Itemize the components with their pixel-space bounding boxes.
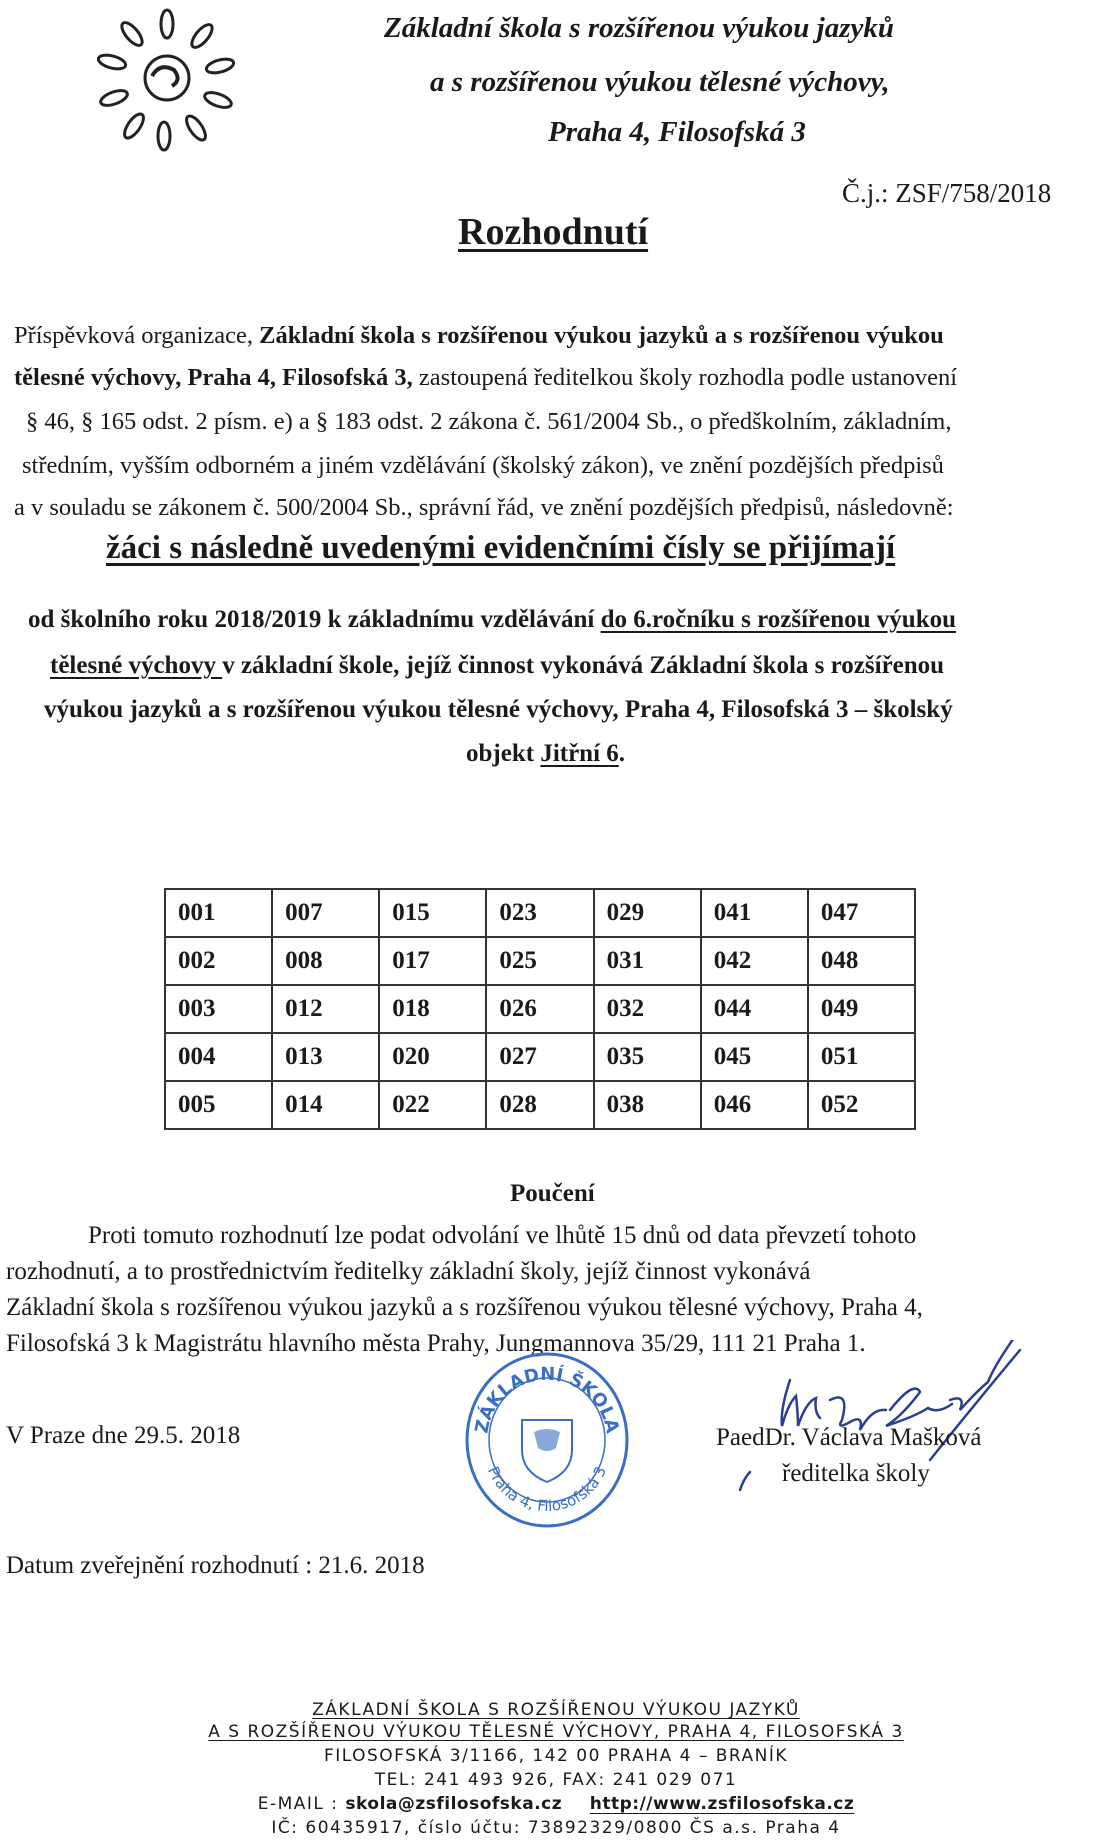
email-link[interactable]: skola@zsfilosofska.cz (345, 1794, 563, 1814)
table-cell: 004 (165, 1033, 272, 1081)
admission-text: . (618, 740, 626, 767)
table-cell: 027 (486, 1033, 593, 1081)
instruction-line-4: Filosofská 3 k Magistrátu hlavního města Prahy, Jungmannova 35/29, 111 21 Praha 1. (6, 1330, 866, 1357)
place-and-date: V Praze dne 29.5. 2018 (6, 1422, 241, 1449)
table-cell: 031 (594, 937, 701, 985)
admission-text: od školního roku 2018/2019 k základnímu vzdělávání (28, 606, 601, 633)
table-cell: 038 (594, 1081, 701, 1129)
paragraph-text: zastoupená ředitelkou školy rozhodla podle ustanovení (412, 364, 958, 391)
table-row (165, 937, 915, 985)
website-link[interactable]: http://www.zsfilosofska.cz (589, 1794, 855, 1814)
table-row (165, 889, 915, 937)
table-cell: 003 (165, 985, 272, 1033)
paragraph-line-2 (14, 364, 1104, 392)
table-cell: 022 (379, 1081, 486, 1129)
admission-text: objekt (466, 740, 541, 767)
footer-bank-info: IČ: 60435917, číslo účtu: 73892329/0800 ČS a.s. Praha 4 (271, 1818, 841, 1838)
table-row (165, 985, 915, 1033)
table-cell: 012 (272, 985, 379, 1033)
table-cell: 046 (701, 1081, 808, 1129)
school-name-inline: Základní škola s rozšířenou výukou jazyků a s rozšířenou výukou (259, 322, 944, 349)
table-cell: 032 (594, 985, 701, 1033)
school-address-line: Praha 4, Filosofská 3 (548, 116, 806, 148)
grade-description: tělesné výchovy (50, 652, 223, 679)
admission-line-1 (28, 606, 956, 634)
table-cell: 044 (701, 985, 808, 1033)
document-title: Rozhodnutí (458, 211, 649, 253)
signatory-name: PaedDr. Václava Mašková (716, 1424, 982, 1451)
table-cell: 052 (808, 1081, 915, 1129)
table-cell: 017 (379, 937, 486, 985)
table-cell: 041 (701, 889, 808, 937)
table-cell: 023 (486, 889, 593, 937)
table-cell: 042 (701, 937, 808, 985)
reference-number: Č.j.: ZSF/758/2018 (842, 178, 1052, 208)
table-cell: 029 (594, 889, 701, 937)
table-cell: 002 (165, 937, 272, 985)
table-cell: 051 (808, 1033, 915, 1081)
admission-line-3: výukou jazyků a s rozšířenou výukou tělesné výchovy, Praha 4, Filosofská 3 – školský (44, 696, 953, 723)
school-name-inline: tělesné výchovy, Praha 4, Filosofská 3, (14, 364, 413, 391)
table-cell: 047 (808, 889, 915, 937)
footer-phone: TEL: 241 493 926, FAX: 241 029 071 (374, 1770, 738, 1790)
footer-contacts (0, 1794, 1112, 1814)
table-cell: 028 (486, 1081, 593, 1129)
paragraph-line-4: středním, vyšším odborném a jiném vzdělávání (školský zákon), ve znění pozdějších předpisů (22, 452, 944, 479)
decision-statement: žáci s následně uvedenými evidenčními čísly se přijímají (106, 530, 896, 566)
table-cell: 001 (165, 889, 272, 937)
instruction-line-2: rozhodnutí, a to prostřednictvím ředitelky základní školy, jejíž činnost vykonává (6, 1258, 811, 1285)
table-row (165, 1081, 915, 1129)
table-cell: 025 (486, 937, 593, 985)
admitted-numbers-table (164, 888, 916, 1130)
email-label: E-MAIL : (257, 1794, 346, 1814)
table-cell: 007 (272, 889, 379, 937)
table-row (165, 1033, 915, 1081)
instruction-line-3: Základní škola s rozšířenou výukou jazyků a s rozšířenou výukou tělesné výchovy, Praha 4, (6, 1294, 923, 1321)
publication-date: Datum zveřejnění rozhodnutí : 21.6. 2018 (6, 1552, 425, 1579)
table-cell: 015 (379, 889, 486, 937)
table-cell: 008 (272, 937, 379, 985)
footer-address: FILOSOFSKÁ 3/1166, 142 00 PRAHA 4 – BRANÍK (323, 1746, 789, 1766)
grade-description: do 6.ročníku s rozšířenou výukou (600, 606, 957, 633)
table-cell: 020 (379, 1033, 486, 1081)
admission-line-2 (50, 652, 944, 680)
school-name-line-1: Základní škola s rozšířenou výukou jazyků (384, 12, 895, 44)
table-cell: 005 (165, 1081, 272, 1129)
svg-text:Praha 4, Filosofská 3 (484, 1464, 610, 1515)
table-cell: 035 (594, 1033, 701, 1081)
table-cell: 048 (808, 937, 915, 985)
footer-school-name: ZÁKLADNÍ ŠKOLA S ROZŠÍŘENOU VÝUKOU JAZYKŮ (312, 1700, 800, 1720)
sun-logo-icon (92, 4, 242, 152)
school-name-line-2: a s rozšířenou výukou tělesné výchovy, (430, 66, 890, 98)
paragraph-line-1 (14, 322, 1104, 350)
building-name: Jitřní 6 (540, 740, 619, 767)
table-cell: 026 (486, 985, 593, 1033)
table-cell: 045 (701, 1033, 808, 1081)
stamp-bottom-text: Praha 4, Filosofská 3 (483, 1463, 611, 1516)
paragraph-text: Příspěvková organizace, (14, 322, 260, 349)
table-cell: 014 (272, 1081, 379, 1129)
paragraph-line-3: § 46, § 165 odst. 2 písm. e) a § 183 odst. 2 zákona č. 561/2004 Sb., o předškolním, základním, (26, 408, 952, 435)
footer-school-name-2: A S ROZŠÍŘENOU VÝUKOU TĚLESNÉ VÝCHOVY, PRAHA 4, FILOSOFSKÁ 3 (208, 1722, 904, 1742)
paragraph-line-5: a v souladu se zákonem č. 500/2004 Sb., správní řád, ve znění pozdějších předpisů, následovně: (14, 494, 954, 521)
table-cell: 018 (379, 985, 486, 1033)
instruction-title: Poučení (510, 1180, 595, 1207)
stamp-top-text: ZÁKLADNÍ ŠKOLA (471, 1363, 623, 1436)
instruction-line-1: Proti tomuto rozhodnutí lze podat odvolání ve lhůtě 15 dnů od data převzetí tohoto (88, 1222, 917, 1249)
school-stamp-icon (462, 1350, 632, 1530)
admission-text: v základní škole, jejíž činnost vykonává Základní škola s rozšířenou (222, 652, 945, 679)
table-cell: 013 (272, 1033, 379, 1081)
table-cell: 049 (808, 985, 915, 1033)
signatory-role: ředitelka školy (782, 1460, 930, 1487)
admission-line-4 (466, 740, 625, 768)
